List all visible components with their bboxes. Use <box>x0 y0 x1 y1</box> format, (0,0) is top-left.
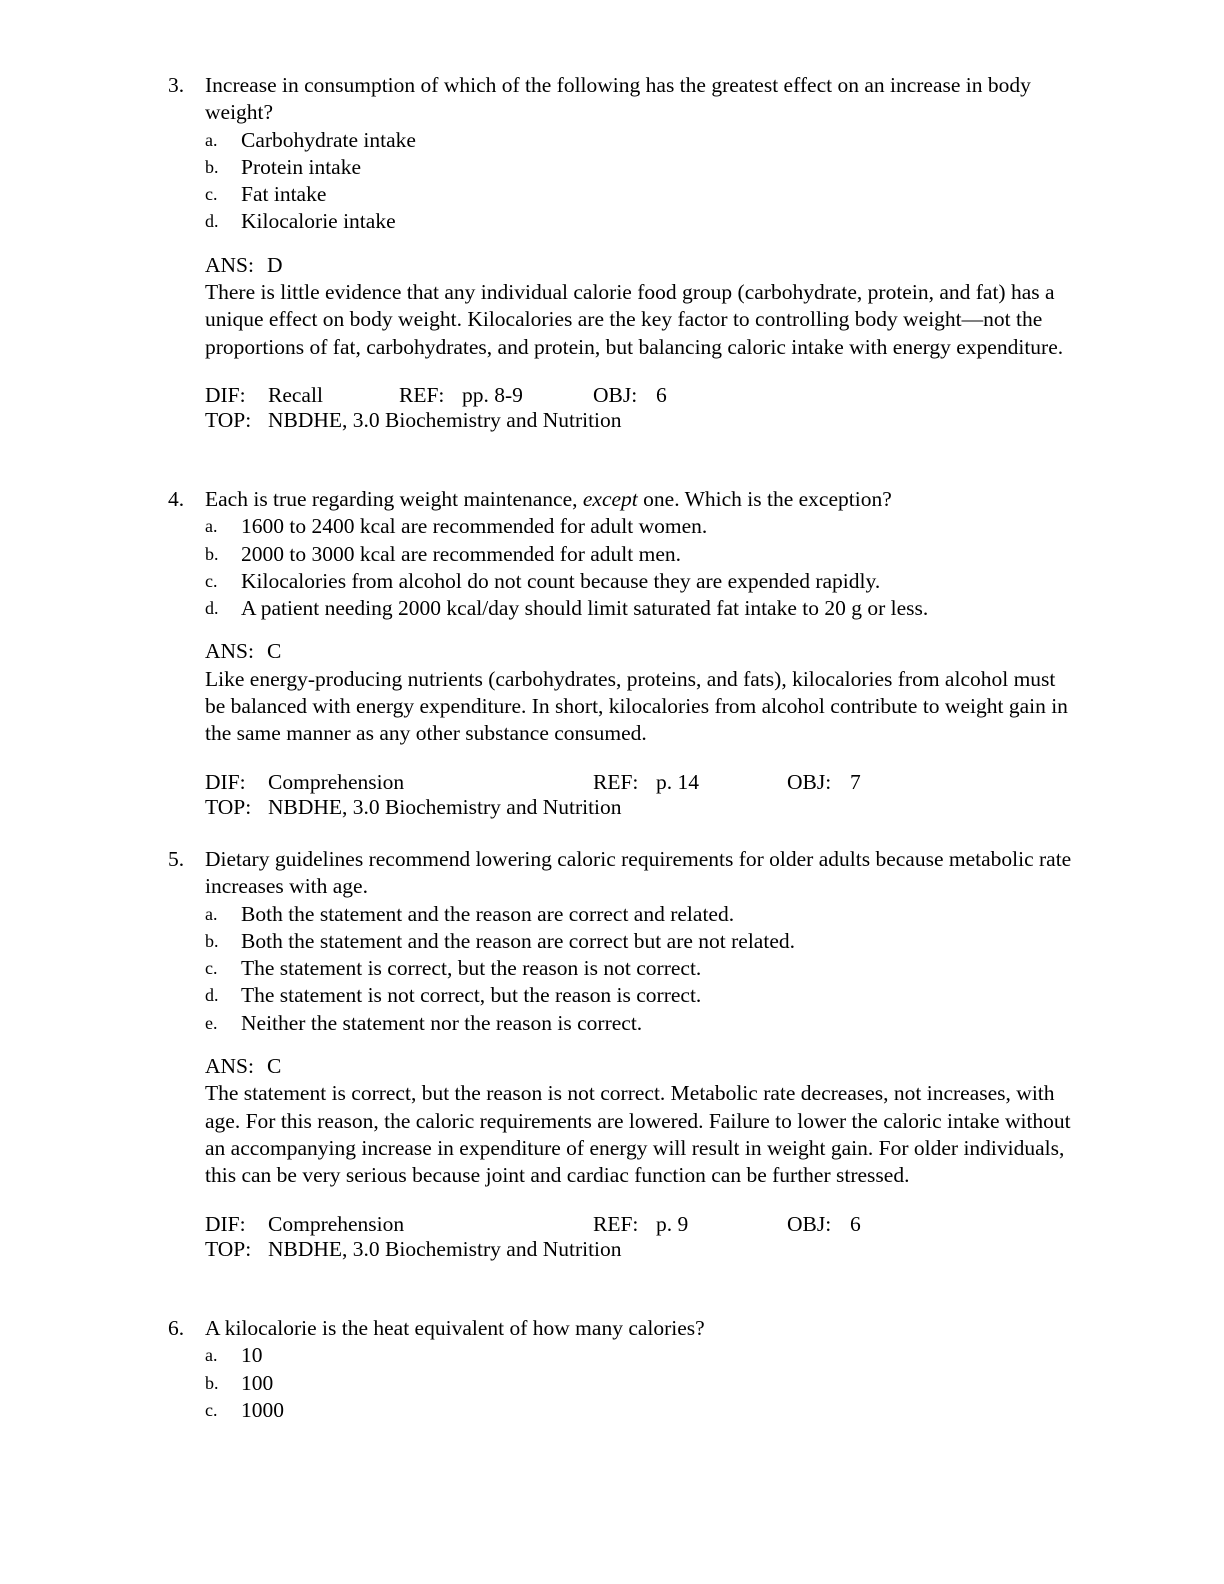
option-letter: c. <box>205 958 218 979</box>
question-meta <box>205 1212 1078 1262</box>
question-meta <box>205 770 1078 820</box>
option-text: Kilocalorie intake <box>241 209 396 234</box>
option-letter: d. <box>205 598 219 619</box>
option-text: Kilocalories from alcohol do not count because they are expended rapidly. <box>241 568 881 593</box>
ref-value: p. 14 <box>656 769 699 794</box>
option-letter: a. <box>205 516 218 537</box>
option-d <box>205 208 1078 235</box>
option-a <box>205 901 1078 928</box>
option-text: The statement is not correct, but the reason is correct. <box>241 983 702 1008</box>
question-text: Dietary guidelines recommend lowering caloric requirements for older adults because metabolic rate increases with age. <box>205 847 1072 899</box>
answer-block <box>205 638 1078 747</box>
option-letter: b. <box>205 1372 219 1393</box>
option-text: 1000 <box>241 1397 284 1422</box>
ref-label: REF: <box>593 1211 639 1236</box>
obj-label: OBJ: <box>787 769 832 794</box>
question-text: A kilocalorie is the heat equivalent of how many calories? <box>205 1316 705 1340</box>
question-text: Each is true regarding weight maintenance, except one. Which is the exception? <box>205 487 892 511</box>
answer-value: D <box>267 252 283 277</box>
dif-label: DIF: <box>205 769 246 794</box>
top-label: TOP: <box>205 407 252 432</box>
top-value: NBDHE, 3.0 Biochemistry and Nutrition <box>268 794 622 819</box>
option-e <box>205 1010 1078 1037</box>
option-c <box>205 181 1078 208</box>
option-c <box>205 1397 1078 1424</box>
rationale: The statement is correct, but the reason is not correct. Metabolic rate decreases, not increases, with age. For this reason, the caloric requirements are lowered. Failure to lower the caloric intake without an accompanying increase in expenditure of energy will result in weight gain. For older individuals, this can be very serious because joint and cardiac function can be further stressed. <box>205 1081 1071 1188</box>
answer-label: ANS: <box>205 639 254 664</box>
obj-value: 6 <box>850 1211 861 1236</box>
dif-value: Comprehension <box>268 769 405 794</box>
question-number: 4. <box>168 487 185 511</box>
option-text: Both the statement and the reason are correct and related. <box>241 901 735 926</box>
option-text: Protein intake <box>241 154 362 179</box>
option-letter: c. <box>205 570 218 591</box>
answer-value: C <box>267 1054 282 1079</box>
option-text: 10 <box>241 1343 263 1368</box>
ref-label: REF: <box>399 382 445 407</box>
option-a <box>205 1342 1078 1369</box>
obj-value: 7 <box>850 769 861 794</box>
question-4 <box>168 486 1078 820</box>
top-value: NBDHE, 3.0 Biochemistry and Nutrition <box>268 1236 622 1261</box>
option-text: A patient needing 2000 kcal/day should limit saturated fat intake to 20 g or less. <box>241 596 929 621</box>
option-text: Carbohydrate intake <box>241 127 416 152</box>
ref-value: p. 9 <box>656 1211 689 1236</box>
obj-label: OBJ: <box>593 382 638 407</box>
option-text: Both the statement and the reason are correct but are not related. <box>241 928 795 953</box>
top-label: TOP: <box>205 794 252 819</box>
obj-label: OBJ: <box>787 1211 832 1236</box>
answer-block <box>205 1053 1078 1189</box>
rationale: Like energy-producing nutrients (carbohydrates, proteins, and fats), kilocalories from alcohol must be balanced with energy expenditure. In short, kilocalories from alcohol contribute to weight gain in the same manner as any other substance consumed. <box>205 666 1068 746</box>
option-letter: a. <box>205 129 218 150</box>
option-letter: b. <box>205 543 219 564</box>
option-letter: b. <box>205 156 219 177</box>
option-text: 2000 to 3000 kcal are recommended for adult men. <box>241 541 682 566</box>
answer-value: C <box>267 639 282 664</box>
question-number: 6. <box>168 1316 185 1340</box>
option-c <box>205 955 1078 982</box>
question-5 <box>168 846 1078 1262</box>
question-number: 5. <box>168 847 185 871</box>
option-letter: a. <box>205 1345 218 1366</box>
option-d <box>205 982 1078 1009</box>
emphasis-except: except <box>582 487 638 511</box>
option-text: 1600 to 2400 kcal are recommended for adult women. <box>241 514 708 539</box>
dif-value: Comprehension <box>268 1211 405 1236</box>
option-letter: d. <box>205 985 219 1006</box>
option-a <box>205 127 1078 154</box>
dif-value: Recall <box>268 382 323 407</box>
options-list <box>205 127 1078 236</box>
option-c <box>205 568 1078 595</box>
option-letter: b. <box>205 930 219 951</box>
option-text: Fat intake <box>241 182 327 207</box>
obj-value: 6 <box>656 382 667 407</box>
option-b <box>205 154 1078 181</box>
question-6 <box>168 1315 1078 1424</box>
answer-label: ANS: <box>205 252 254 277</box>
options-list <box>205 1342 1078 1424</box>
dif-label: DIF: <box>205 382 246 407</box>
question-text: Increase in consumption of which of the following has the greatest effect on an increase in body weight? <box>205 73 1031 125</box>
top-value: NBDHE, 3.0 Biochemistry and Nutrition <box>268 407 622 432</box>
answer-label: ANS: <box>205 1054 254 1079</box>
question-number: 3. <box>168 73 185 97</box>
top-label: TOP: <box>205 1236 252 1261</box>
option-letter: e. <box>205 1012 218 1033</box>
ref-value: pp. 8-9 <box>462 382 523 407</box>
option-letter: d. <box>205 211 219 232</box>
option-text: 100 <box>241 1370 274 1395</box>
option-text: Neither the statement nor the reason is correct. <box>241 1010 643 1035</box>
dif-label: DIF: <box>205 1211 246 1236</box>
answer-block <box>205 252 1078 361</box>
option-d <box>205 595 1078 622</box>
option-b <box>205 928 1078 955</box>
question-meta <box>205 383 1078 433</box>
question-3 <box>168 72 1078 433</box>
option-a <box>205 513 1078 540</box>
rationale: There is little evidence that any individual calorie food group (carbohydrate, protein, and fat) has a unique effect on body weight. Kilocalories are the key factor to controlling body weight—not the proportions of fat, carbohydrates, and protein, but balancing caloric intake with energy expenditure. <box>205 280 1064 359</box>
options-list <box>205 513 1078 622</box>
option-b <box>205 541 1078 568</box>
option-letter: c. <box>205 184 218 205</box>
options-list <box>205 901 1078 1037</box>
option-b <box>205 1370 1078 1397</box>
option-letter: c. <box>205 1399 218 1420</box>
option-text: The statement is correct, but the reason is not correct. <box>241 956 702 981</box>
ref-label: REF: <box>593 769 639 794</box>
option-letter: a. <box>205 903 218 924</box>
